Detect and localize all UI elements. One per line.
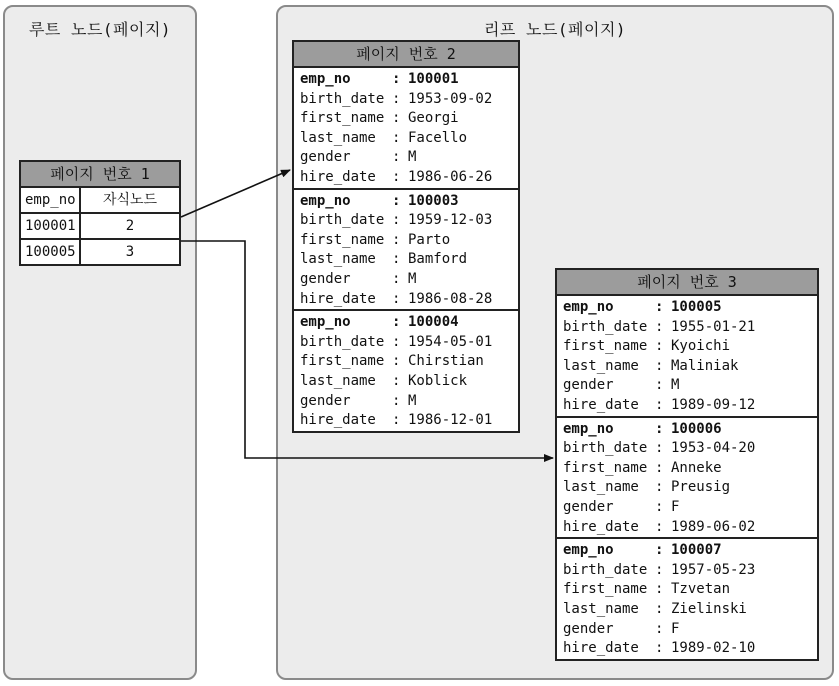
field-value: 1954-05-01	[408, 333, 493, 350]
field-separator: :	[655, 620, 664, 637]
field-value: 100005	[671, 299, 722, 315]
field-value: M	[408, 149, 417, 166]
field-label: last_name	[300, 251, 376, 268]
field-value: Georgi	[408, 110, 459, 127]
field-separator: :	[392, 71, 401, 87]
root-page-title: 페이지 번호 1	[21, 162, 179, 188]
field-label: hire_date	[300, 290, 376, 307]
field-value: M	[408, 392, 417, 409]
field-separator: :	[655, 396, 664, 413]
field-label: emp_no	[300, 71, 351, 87]
field-separator: :	[655, 498, 664, 515]
root-row-child: 2	[125, 218, 135, 234]
root-header-child: 자식노드	[102, 192, 158, 208]
field-separator: :	[392, 110, 401, 127]
field-label: gender	[300, 270, 351, 287]
field-label: gender	[563, 620, 614, 637]
field-label: hire_date	[300, 168, 376, 185]
field-value: 100001	[408, 71, 459, 87]
field-separator: :	[655, 420, 664, 437]
field-separator: :	[655, 299, 664, 315]
root-row-key: 100005	[21, 240, 81, 264]
field-separator: :	[392, 290, 401, 307]
field-separator: :	[655, 600, 664, 617]
field-value: Chirstian	[408, 353, 484, 370]
field-value: Bamford	[408, 251, 468, 268]
field-separator: :	[392, 392, 401, 409]
field-label: hire_date	[563, 518, 639, 535]
field-label: first_name	[300, 110, 385, 127]
field-label: emp_no	[563, 542, 614, 559]
field-label: gender	[563, 498, 614, 515]
field-value: 1986-12-01	[408, 412, 493, 429]
field-value: 100006	[671, 420, 722, 437]
field-value: 1953-04-20	[671, 440, 756, 457]
field-label: first_name	[563, 338, 648, 355]
field-label: first_name	[563, 581, 648, 598]
field-label: emp_no	[300, 192, 351, 209]
field-value: Zielinski	[671, 600, 747, 617]
field-value: M	[671, 377, 680, 394]
field-separator: :	[392, 353, 401, 370]
root-row-child: 3	[125, 244, 135, 260]
root-header-key: emp_no	[21, 188, 81, 212]
field-label: last_name	[300, 372, 376, 389]
field-label: gender	[300, 392, 351, 409]
field-label: first_name	[300, 353, 385, 370]
arrow-to-page-3	[181, 241, 553, 458]
field-separator: :	[655, 640, 664, 657]
field-separator: :	[392, 212, 401, 229]
field-value: F	[671, 620, 680, 637]
field-separator: :	[655, 459, 664, 476]
field-label: gender	[300, 149, 351, 166]
field-separator: :	[392, 231, 401, 248]
field-label: last_name	[563, 357, 639, 374]
field-label: hire_date	[300, 412, 376, 429]
field-label: birth_date	[563, 318, 648, 335]
field-label: hire_date	[563, 396, 639, 413]
field-value: 100007	[671, 542, 722, 559]
field-label: emp_no	[563, 420, 614, 437]
field-label: birth_date	[563, 561, 648, 578]
field-separator: :	[392, 412, 401, 429]
field-separator: :	[655, 581, 664, 598]
field-separator: :	[655, 561, 664, 578]
field-value: Preusig	[671, 479, 731, 496]
field-label: emp_no	[563, 299, 614, 315]
field-value: Koblick	[408, 372, 468, 389]
field-value: Facello	[408, 129, 468, 146]
field-value: F	[671, 498, 680, 515]
field-value: 100003	[408, 192, 459, 209]
arrow-to-page-2	[181, 170, 290, 217]
field-value: 1989-02-10	[671, 640, 756, 657]
field-label: birth_date	[300, 212, 385, 229]
field-label: gender	[563, 377, 614, 394]
root-row-key: 100001	[21, 214, 81, 238]
field-label: emp_no	[300, 314, 351, 331]
field-label: birth_date	[300, 90, 385, 107]
root-node-title: 루트 노드(페이지)	[28, 20, 172, 39]
field-separator: :	[392, 149, 401, 166]
field-value: 1986-06-26	[408, 168, 493, 185]
field-separator: :	[655, 318, 664, 335]
leaf-page-title: 페이지 번호 2	[294, 42, 518, 68]
field-separator: :	[392, 270, 401, 287]
field-label: birth_date	[300, 333, 385, 350]
field-value: M	[408, 270, 417, 287]
field-value: 1989-06-02	[671, 518, 756, 535]
field-label: last_name	[300, 129, 376, 146]
field-separator: :	[392, 372, 401, 389]
field-separator: :	[655, 338, 664, 355]
field-label: first_name	[563, 459, 648, 476]
field-separator: :	[655, 518, 664, 535]
field-value: 1959-12-03	[408, 212, 493, 229]
field-separator: :	[392, 129, 401, 146]
field-label: birth_date	[563, 440, 648, 457]
field-value: 1953-09-02	[408, 90, 493, 107]
field-separator: :	[392, 168, 401, 185]
field-value: 1955-01-21	[671, 318, 756, 335]
field-value: Tzvetan	[671, 581, 731, 598]
leaf-node-title: 리프 노드(페이지)	[483, 20, 627, 39]
field-value: 1957-05-23	[671, 561, 756, 578]
field-value: 1989-09-12	[671, 396, 756, 413]
field-label: hire_date	[563, 640, 639, 657]
field-separator: :	[392, 90, 401, 107]
field-label: last_name	[563, 479, 639, 496]
field-separator: :	[655, 357, 664, 374]
leaf-page-title: 페이지 번호 3	[557, 270, 817, 296]
field-value: 1986-08-28	[408, 290, 493, 307]
field-separator: :	[655, 377, 664, 394]
field-separator: :	[392, 251, 401, 268]
field-value: Anneke	[671, 459, 722, 476]
field-value: 100004	[408, 314, 459, 331]
field-separator: :	[655, 440, 664, 457]
field-separator: :	[655, 542, 664, 559]
field-value: Maliniak	[671, 357, 739, 374]
field-separator: :	[392, 314, 401, 331]
field-separator: :	[392, 333, 401, 350]
field-value: Kyoichi	[671, 338, 731, 355]
field-label: last_name	[563, 600, 639, 617]
field-value: Parto	[408, 231, 451, 248]
field-label: first_name	[300, 231, 385, 248]
field-separator: :	[392, 192, 401, 209]
field-separator: :	[655, 479, 664, 496]
